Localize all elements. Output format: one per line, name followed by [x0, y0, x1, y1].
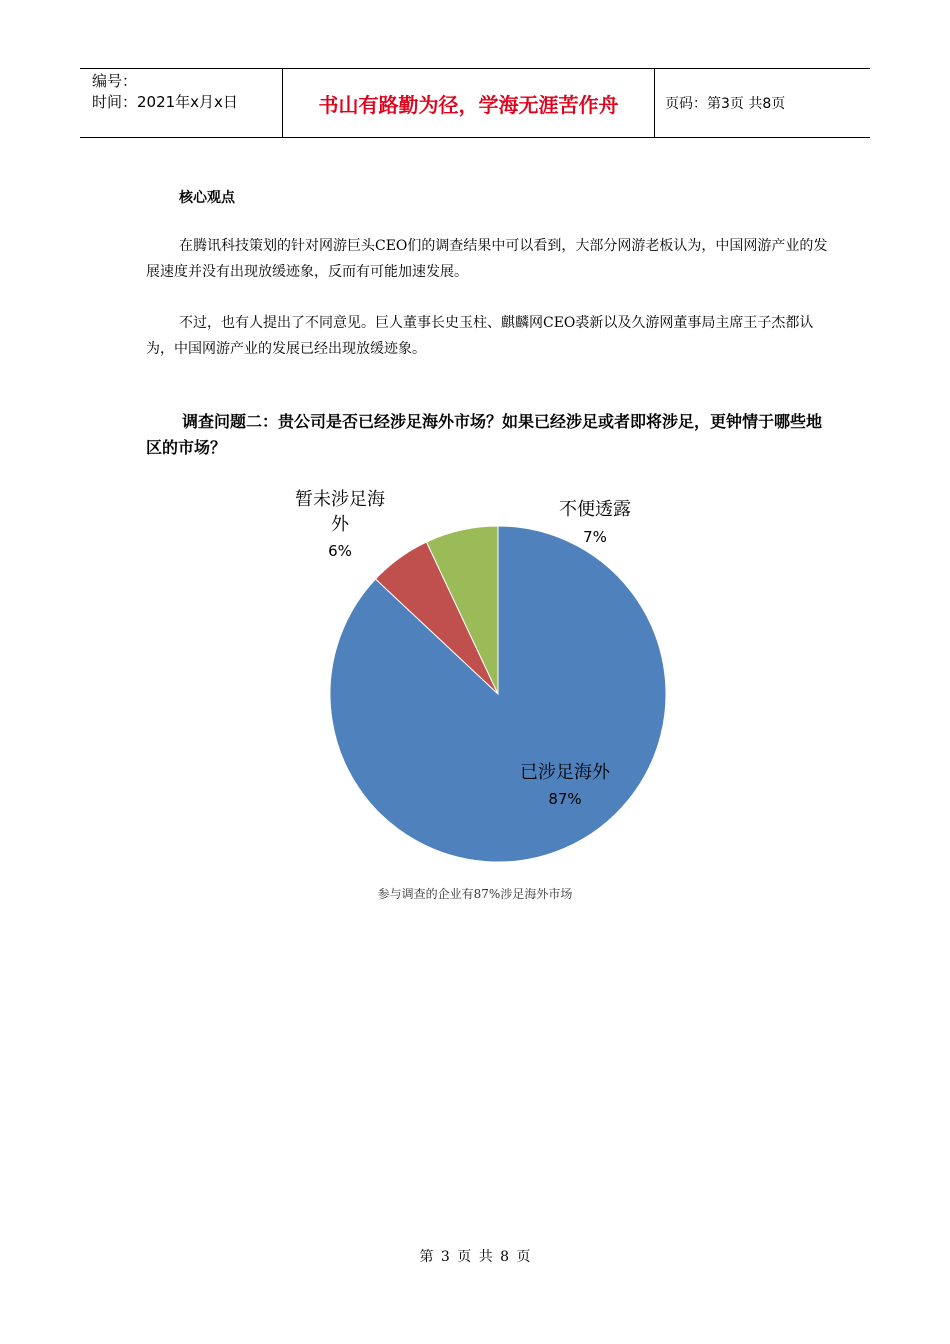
section-title: 核心观点 [179, 190, 235, 206]
chart-caption: 参与调查的企业有87%涉足海外市场 [377, 887, 573, 901]
pie-chart [240, 470, 720, 870]
slice-label-overseas: 已涉足海外 [520, 762, 610, 783]
survey-question: 调查问题二：贵公司是否已经涉足海外市场？如果已经涉足或者即将涉足，更钟情于哪些地区的市场？ [146, 412, 823, 457]
pie-slices [330, 526, 666, 862]
header-page-info: 页码：第3页 共8页 [665, 96, 786, 112]
document-time-label: 时间：2021年x月x日 [92, 93, 238, 111]
paragraph-2: 不过，也有人提出了不同意见。巨人董事长史玉柱、麒麟网CEO裘新以及久游网董事局主席王子杰都认为，中国网游产业的发展已经出现放缓迹象。 [146, 315, 814, 357]
document-number-label: 编号： [92, 72, 138, 90]
slice-pct-not-yet: 6% [328, 542, 352, 560]
page-header [80, 68, 870, 138]
slice-pct-overseas: 87% [548, 790, 582, 808]
paragraph-1: 在腾讯科技策划的针对网游巨头CEO们的调查结果中可以看到，大部分网游老板认为，中国网游产业的发展速度并没有出现放缓迹象，反而有可能加速发展。 [146, 238, 828, 280]
header-motto: 书山有路勤为径，学海无涯苦作舟 [282, 69, 655, 137]
slice-label-not-yet-line1: 暂未涉足海 [295, 489, 385, 510]
slice-label-undisclosed: 不便透露 [559, 499, 631, 520]
slice-label-not-yet-line2: 外 [331, 514, 349, 535]
header-meta [80, 69, 282, 137]
slice-pct-undisclosed: 7% [583, 528, 607, 546]
page-footer: 第 3 页 共 8 页 [419, 1249, 531, 1265]
